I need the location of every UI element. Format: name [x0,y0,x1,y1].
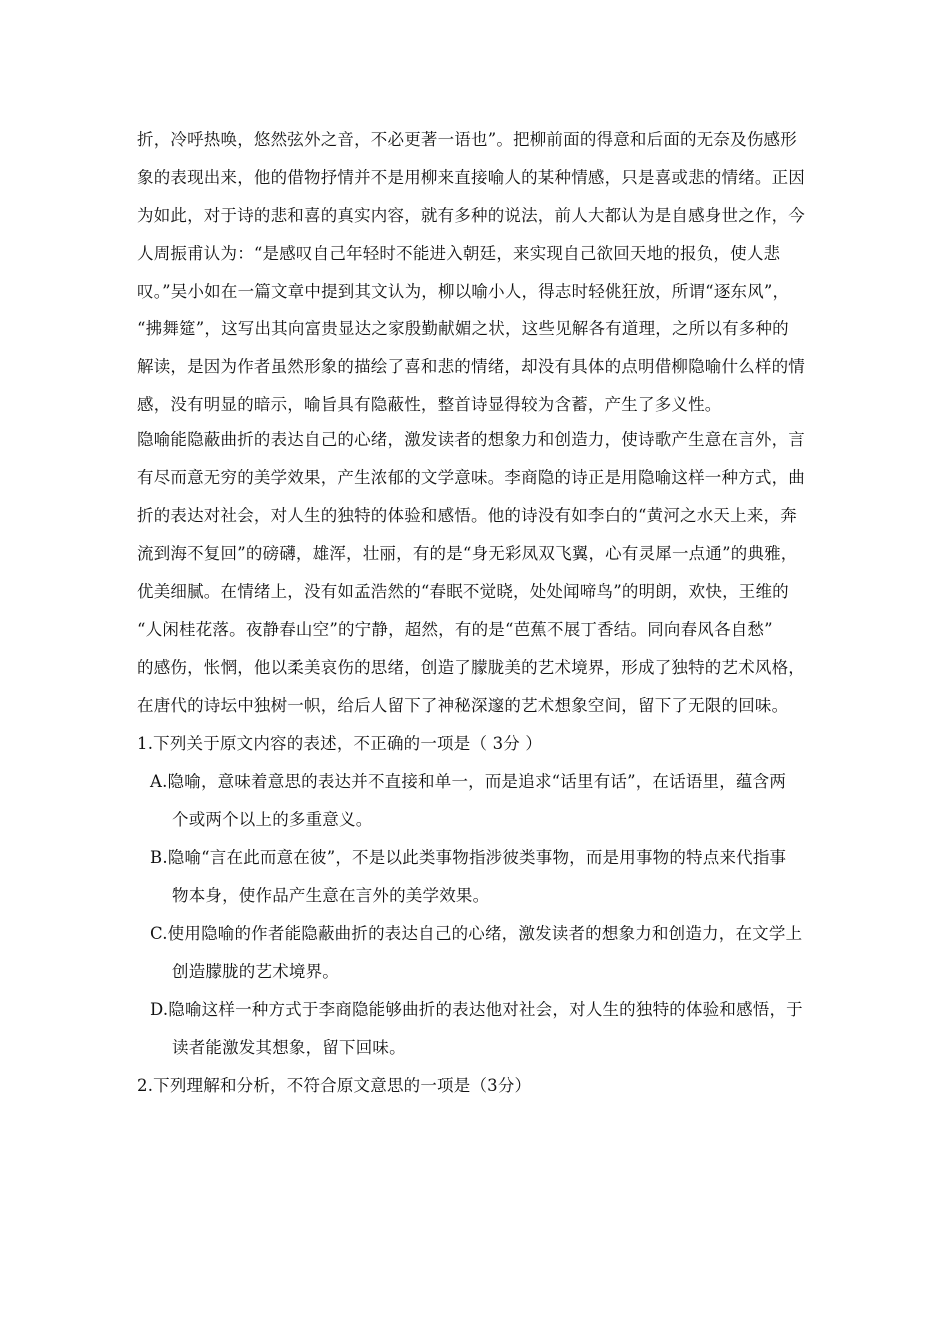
text-line: 有尽而意无穷的美学效果，产生浓郁的文学意味。李商隐的诗正是用隐喻这样一种方式，曲 [137,468,805,487]
text-line: 解读，是因为作者虽然形象的描绘了喜和悲的情绪，却没有具体的点明借柳隐喻什么样的情 [137,357,805,376]
option-text-cont: 个或两个以上的多重意义。 [172,810,373,829]
text-line: 的感伤，怅惘，他以柔美哀伤的思绪，创造了朦胧美的艺术境界，形成了独特的艺术风格， [137,658,805,677]
text-line: 优美细腻。在情绪上，没有如孟浩然的“春眠不觉晓，处处闻啼鸟”的明朗，欢快，王维的 [137,582,789,601]
option-text: A.隐喻，意味着意思的表达并不直接和单一，而是追求“话里有话”，在话语里，蕴含两 [150,772,787,791]
text-line: 为如此，对于诗的悲和喜的真实内容，就有多种的说法，前人大都认为是自感身世之作，今 [137,206,805,225]
text-line: 流到海不复回”的磅礴，雄浑，壮丽，有的是“身无彩凤双飞翼，心有灵犀一点通”的典雅， [137,544,798,563]
option-text-cont: 物本身，使作品产生意在言外的美学效果。 [172,886,490,905]
option-text-cont: 创造朦胧的艺术境界。 [172,962,339,981]
option-text-cont: 读者能激发其想象，留下回味。 [172,1038,406,1057]
question-stem: 1.下列关于原文内容的表述，不正确的一项是（ 3分 ） [137,734,543,753]
text-line: 人周振甫认为：“是感叹自己年轻时不能进入朝廷，来实现自己欲回天地的报负，使人悲 [137,244,781,263]
text-line: “人闲桂花落。夜静春山空”的宁静，超然，有的是“芭蕉不展丁香结。同向春风各自愁” [137,620,773,639]
option-text: B.隐喻“言在此而意在彼”，不是以此类事物指涉彼类事物，而是用事物的特点来代指事 [150,848,787,867]
text-line: 折，冷呼热唤，悠然弦外之音，不必更著一语也”。把柳前面的得意和后面的无奈及伤感形 [137,130,797,149]
text-line: 隐喻能隐蔽曲折的表达自己的心绪，激发读者的想象力和创造力，使诗歌产生意在言外，言 [137,430,805,449]
option-text: D.隐喻这样一种方式于李商隐能够曲折的表达他对社会，对人生的独特的体验和感悟，于 [150,1000,803,1019]
question-stem: 2.下列理解和分析，不符合原文意思的一项是（3分） [137,1076,532,1095]
text-line: “拂舞筵”，这写出其向富贵显达之家殷勤献媚之状，这些见解各有道理，之所以有多种的 [137,319,789,338]
text-line: 折的表达对社会，对人生的独特的体验和感悟。他的诗没有如李白的“黄河之水天上来，奔 [137,506,797,525]
text-line: 象的表现出来，他的借物抒情并不是用柳来直接喻人的某种情感，只是喜或悲的情绪。正因 [137,168,805,187]
option-text: C.使用隐喻的作者能隐蔽曲折的表达自己的心绪，激发读者的想象力和创造力，在文学上 [150,924,803,943]
text-line: 感，没有明显的暗示，喻旨具有隐蔽性，整首诗显得较为含蓄，产生了多义性。 [137,395,722,414]
text-line: 在唐代的诗坛中独树一帜，给后人留下了神秘深邃的艺术想象空间，留下了无限的回味。 [137,696,789,715]
text-line: 叹。”吴小如在一篇文章中提到其文认为，柳以喻小人，得志时轻佻狂放，所谓“逐东风”， [137,282,790,301]
